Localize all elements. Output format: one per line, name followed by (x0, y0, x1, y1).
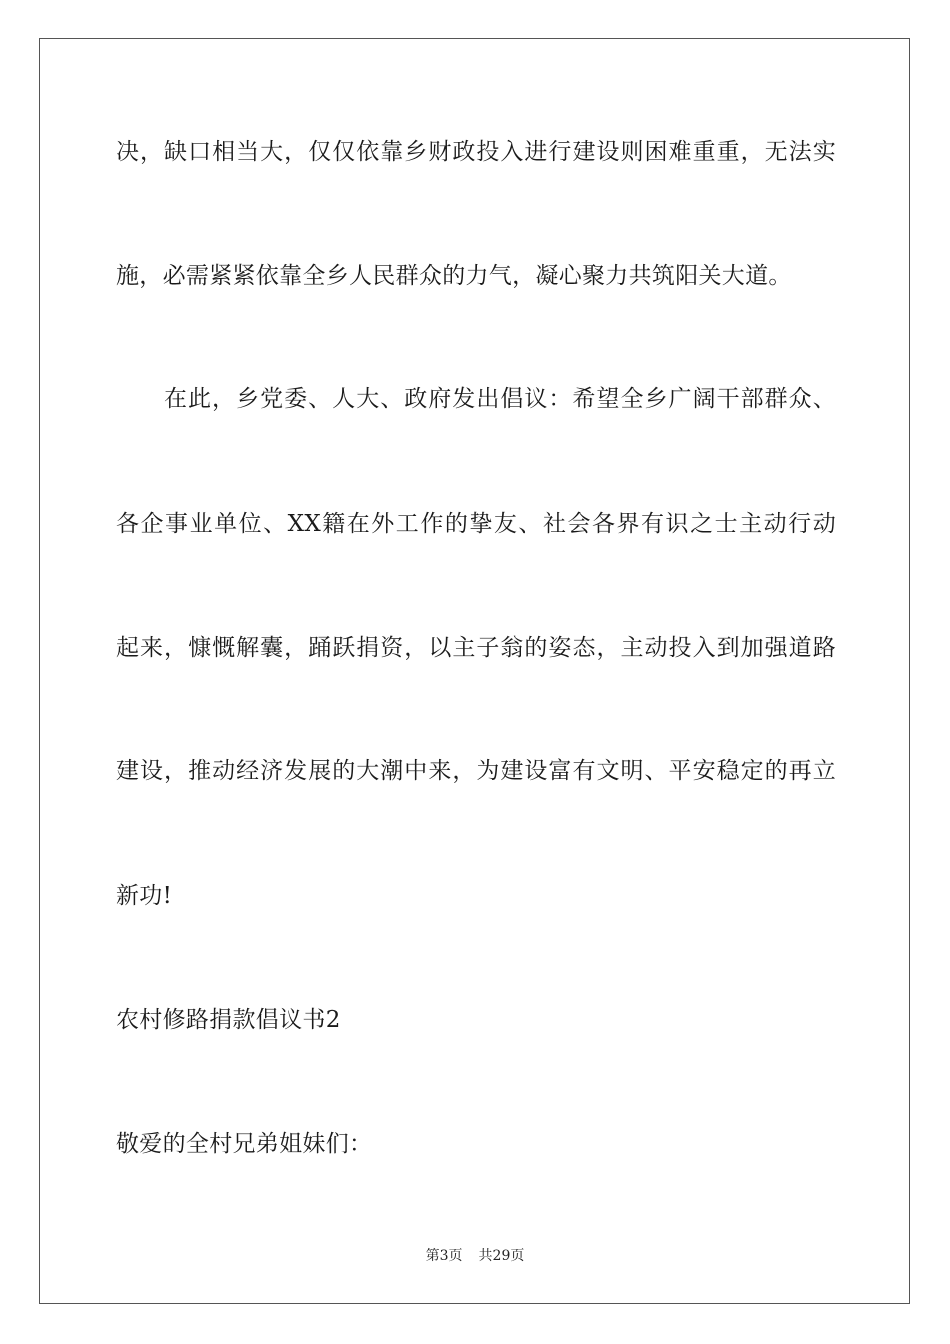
body-line-1: 决，缺口相当大，仅仅依靠乡财政投入进行建设则困难重重，无法实 (116, 139, 836, 165)
body-line-4: 各企事业单位、XX籍在外工作的挚友、社会各界有识之士主动行动 (116, 511, 836, 537)
body-line-2: 施，必需紧紧依靠全乡人民群众的力气，凝心聚力共筑阳关大道。 (116, 263, 792, 289)
body-line-7: 新功! (116, 883, 173, 909)
body-line-5: 起来，慷慨解囊，踊跃捐资，以主子翁的姿态，主动投入到加强道路 (116, 635, 836, 661)
page-footer (0, 1247, 950, 1265)
page-border (39, 38, 910, 1304)
section-heading: 农村修路捐款倡议书2 (116, 1007, 341, 1033)
page-number: 第3页 (425, 1248, 463, 1264)
salutation-line: 敬爱的全村兄弟姐妹们： (116, 1131, 373, 1157)
body-line-6: 建设，推动经济发展的大潮中来，为建设富有文明、平安稳定的再立 (116, 758, 836, 784)
page-total: 共29页 (478, 1248, 525, 1264)
body-line-3: 在此，乡党委、人大、政府发出倡议：希望全乡广阔干部群众、 (164, 386, 836, 412)
